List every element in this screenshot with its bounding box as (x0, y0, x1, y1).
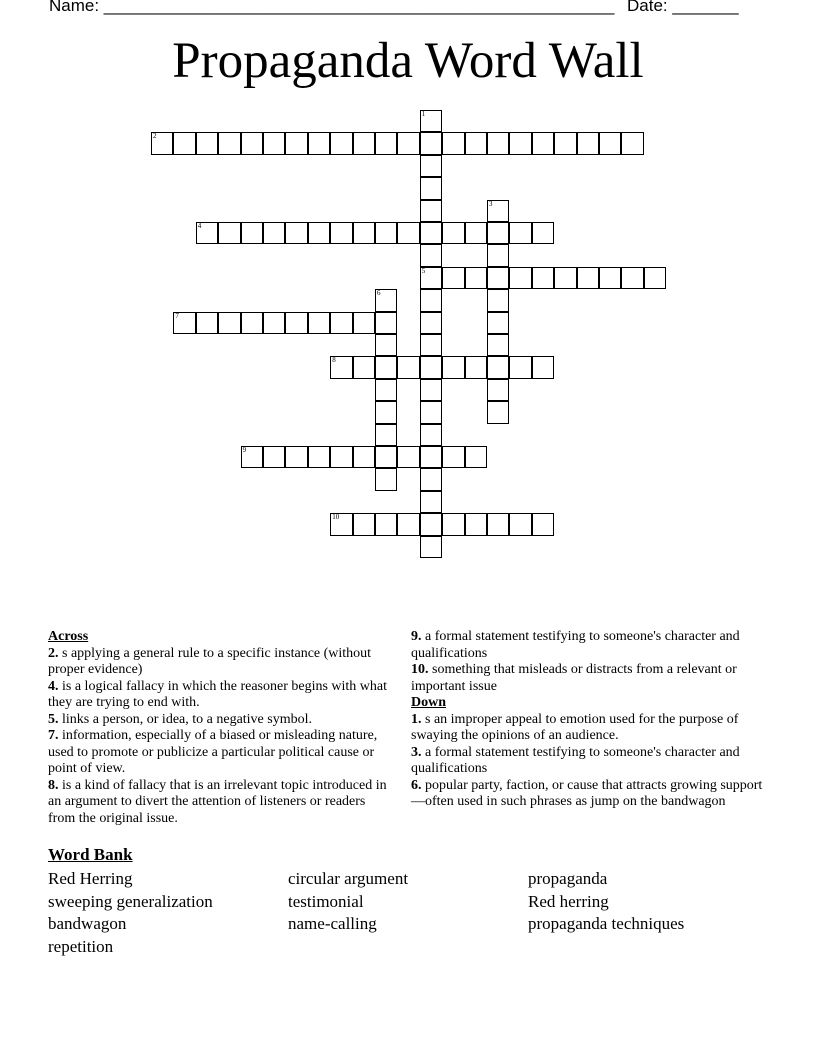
clue-down-6: 6. popular party, faction, or cause that attracts growing support —often used in such phrases as jump on the bandwagon (411, 777, 763, 809)
clue-number: 8 (332, 356, 336, 365)
word-bank-item: Red Herring (48, 869, 133, 888)
crossword-cell[interactable] (465, 222, 487, 244)
crossword-cell[interactable] (420, 379, 442, 401)
crossword-cell[interactable] (218, 312, 240, 334)
crossword-cell[interactable] (241, 312, 263, 334)
crossword-cell[interactable] (465, 513, 487, 535)
crossword-cell[interactable] (420, 244, 442, 266)
crossword-cell[interactable] (375, 289, 397, 311)
crossword-cell[interactable] (509, 513, 531, 535)
name-field[interactable]: Name: ______________________________________________________ (49, 0, 615, 15)
crossword-cell[interactable] (353, 513, 375, 535)
clue-number: 4 (197, 222, 202, 230)
word-bank-item: propaganda techniques (528, 914, 685, 933)
clue-number: 2 (153, 132, 157, 141)
crossword-cell[interactable] (375, 334, 397, 356)
crossword-cell[interactable] (442, 513, 464, 535)
crossword-cell[interactable] (263, 222, 285, 244)
clue-across-4: 4. is a logical fallacy in which the reasoner begins with what they are trying to end with. (48, 678, 388, 710)
crossword-cell[interactable] (420, 491, 442, 513)
crossword-cell[interactable] (420, 132, 442, 154)
crossword-cell[interactable] (487, 312, 509, 334)
crossword-cell[interactable] (554, 267, 576, 289)
crossword-cell[interactable] (308, 446, 330, 468)
crossword-cell[interactable] (487, 244, 509, 266)
crossword-cell[interactable] (532, 513, 554, 535)
crossword-cell[interactable] (420, 513, 442, 535)
word-bank-item: circular argument (288, 869, 409, 888)
crossword-cell[interactable] (577, 132, 599, 154)
crossword-cell[interactable] (375, 401, 397, 423)
crossword-cell[interactable] (420, 401, 442, 423)
crossword-cell[interactable] (487, 356, 509, 378)
crossword-cell[interactable] (532, 132, 554, 154)
crossword-cell[interactable] (532, 267, 554, 289)
crossword-cell[interactable] (263, 132, 285, 154)
word-bank-item: name-calling (288, 914, 377, 933)
crossword-cell[interactable] (397, 132, 419, 154)
crossword-cell[interactable] (420, 289, 442, 311)
crossword-cell[interactable] (330, 222, 352, 244)
crossword-cell[interactable] (487, 513, 509, 535)
crossword-cell[interactable] (353, 132, 375, 154)
clue-down-3: 3. a formal statement testifying to someone's character and qualifications (411, 744, 740, 776)
down-clues (411, 629, 771, 811)
crossword-cell[interactable] (308, 132, 330, 154)
word-bank-item: Red herring (528, 891, 609, 911)
clue-number: 9 (242, 446, 247, 454)
clue-number: 6 (377, 289, 381, 298)
word-bank-item: repetition (48, 936, 114, 956)
crossword-cell[interactable] (509, 267, 531, 289)
crossword-cell[interactable] (353, 446, 375, 468)
crossword-cell[interactable] (420, 446, 442, 468)
crossword-cell[interactable] (375, 513, 397, 535)
clue-across-2: 2. s applying a general rule to a specific instance (without proper evidence) (48, 645, 372, 677)
across-clues (48, 629, 388, 827)
crossword-cell[interactable] (487, 267, 509, 289)
crossword-cell[interactable] (442, 132, 464, 154)
crossword-cell[interactable] (577, 267, 599, 289)
crossword-cell[interactable] (420, 334, 442, 356)
crossword-cell[interactable] (420, 200, 442, 222)
crossword-cell[interactable] (621, 132, 643, 154)
crossword-cell[interactable] (420, 110, 442, 132)
crossword-cell[interactable] (487, 132, 509, 154)
crossword-cell[interactable] (196, 222, 218, 244)
crossword-cell[interactable] (196, 132, 218, 154)
crossword-cell[interactable] (442, 267, 464, 289)
crossword-cell[interactable] (375, 468, 397, 490)
word-bank-item: bandwagon (48, 914, 127, 933)
crossword-cell[interactable] (644, 267, 666, 289)
crossword-cell[interactable] (509, 132, 531, 154)
crossword-cell[interactable] (330, 312, 352, 334)
crossword-cell[interactable] (420, 155, 442, 177)
crossword-cell[interactable] (353, 356, 375, 378)
crossword-cell[interactable] (465, 356, 487, 378)
clue-number: 3 (489, 199, 493, 208)
crossword-cell[interactable] (509, 222, 531, 244)
word-bank-item: propaganda (528, 869, 608, 888)
crossword-cell[interactable] (330, 446, 352, 468)
crossword-cell[interactable] (487, 379, 509, 401)
clue-across-9: 9. a formal statement testifying to someone's character and qualifications (411, 629, 740, 661)
crossword-cell[interactable] (375, 446, 397, 468)
crossword-cell[interactable] (465, 446, 487, 468)
across-heading: Across (48, 629, 89, 644)
crossword-cell[interactable] (375, 356, 397, 378)
crossword-cell[interactable] (241, 446, 263, 468)
crossword-cell[interactable] (308, 222, 330, 244)
crossword-cell[interactable] (173, 312, 195, 334)
crossword-cell[interactable] (263, 446, 285, 468)
crossword-cell[interactable] (375, 424, 397, 446)
word-bank-item: sweeping generalization (48, 891, 213, 911)
clue-number: 10 (332, 513, 340, 522)
crossword-cell[interactable] (375, 312, 397, 334)
crossword-cell[interactable] (487, 222, 509, 244)
crossword-cell[interactable] (241, 222, 263, 244)
clue-across-5: 5. links a person, or idea, to a negative symbol. (48, 711, 312, 727)
clue-across-8: 8. is a kind of fallacy that is an irrelevant topic introduced in an argument to divert the attention of listeners or readers from the original issue. (48, 777, 387, 826)
crossword-cell[interactable] (397, 446, 419, 468)
crossword-cell[interactable] (621, 267, 643, 289)
crossword-cell[interactable] (420, 468, 442, 490)
date-field[interactable]: Date: _______ (627, 0, 739, 15)
crossword-cell[interactable] (442, 446, 464, 468)
crossword-cell[interactable] (151, 132, 173, 154)
crossword-cell[interactable] (599, 267, 621, 289)
crossword-cell[interactable] (420, 424, 442, 446)
crossword-cell[interactable] (285, 222, 307, 244)
crossword-cell[interactable] (330, 513, 352, 535)
clue-number: 5 (421, 266, 426, 275)
crossword-cell[interactable] (375, 222, 397, 244)
crossword-cell[interactable] (375, 379, 397, 401)
down-heading: Down (411, 695, 447, 710)
word-bank-item: testimonial (288, 891, 364, 911)
crossword-cell[interactable] (599, 132, 621, 154)
crossword-cell[interactable] (465, 267, 487, 289)
crossword-cell[interactable] (241, 132, 263, 154)
crossword-cell[interactable] (487, 200, 509, 222)
clue-number: 7 (175, 311, 179, 320)
word-bank-title: Word Bank (48, 845, 133, 864)
clue-across-10: 10. something that misleads or distracts from a relevant or important issue (411, 662, 737, 694)
crossword-cell[interactable] (465, 132, 487, 154)
crossword-cell[interactable] (554, 132, 576, 154)
crossword-cell[interactable] (420, 267, 442, 289)
clue-down-1: 1. s an improper appeal to emotion used for the purpose of swaying the opinions of an audience. (411, 711, 739, 743)
crossword-cell[interactable] (330, 132, 352, 154)
crossword-cell[interactable] (353, 222, 375, 244)
crossword-cell[interactable] (285, 132, 307, 154)
crossword-cell[interactable] (532, 222, 554, 244)
page-title: Propaganda Word Wall (172, 33, 644, 89)
crossword-cell[interactable] (420, 356, 442, 378)
crossword-cell[interactable] (218, 222, 240, 244)
crossword-cell[interactable] (353, 312, 375, 334)
crossword-cell[interactable] (397, 356, 419, 378)
crossword-cell[interactable] (420, 177, 442, 199)
crossword-cell[interactable] (442, 222, 464, 244)
crossword-cell[interactable] (196, 312, 218, 334)
crossword-cell[interactable] (173, 132, 195, 154)
crossword-cell[interactable] (509, 356, 531, 378)
crossword-cell[interactable] (420, 222, 442, 244)
crossword-cell[interactable] (285, 312, 307, 334)
crossword-cell[interactable] (397, 222, 419, 244)
crossword-cell[interactable] (285, 446, 307, 468)
crossword-cell[interactable] (375, 132, 397, 154)
crossword-cell[interactable] (420, 312, 442, 334)
crossword-cell[interactable] (487, 401, 509, 423)
clue-across-7: 7. information, especially of a biased or misleading nature, used to promote or publicize a particular political cause or point of view. (48, 728, 378, 776)
crossword-cell[interactable] (442, 356, 464, 378)
crossword-cell[interactable] (487, 289, 509, 311)
crossword-cell[interactable] (532, 356, 554, 378)
clue-number: 1 (421, 110, 426, 118)
crossword-cell[interactable] (218, 132, 240, 154)
crossword-cell[interactable] (487, 334, 509, 356)
crossword-cell[interactable] (397, 513, 419, 535)
crossword-cell[interactable] (330, 356, 352, 378)
crossword-cell[interactable] (420, 536, 442, 558)
crossword-cell[interactable] (263, 312, 285, 334)
crossword-cell[interactable] (308, 312, 330, 334)
